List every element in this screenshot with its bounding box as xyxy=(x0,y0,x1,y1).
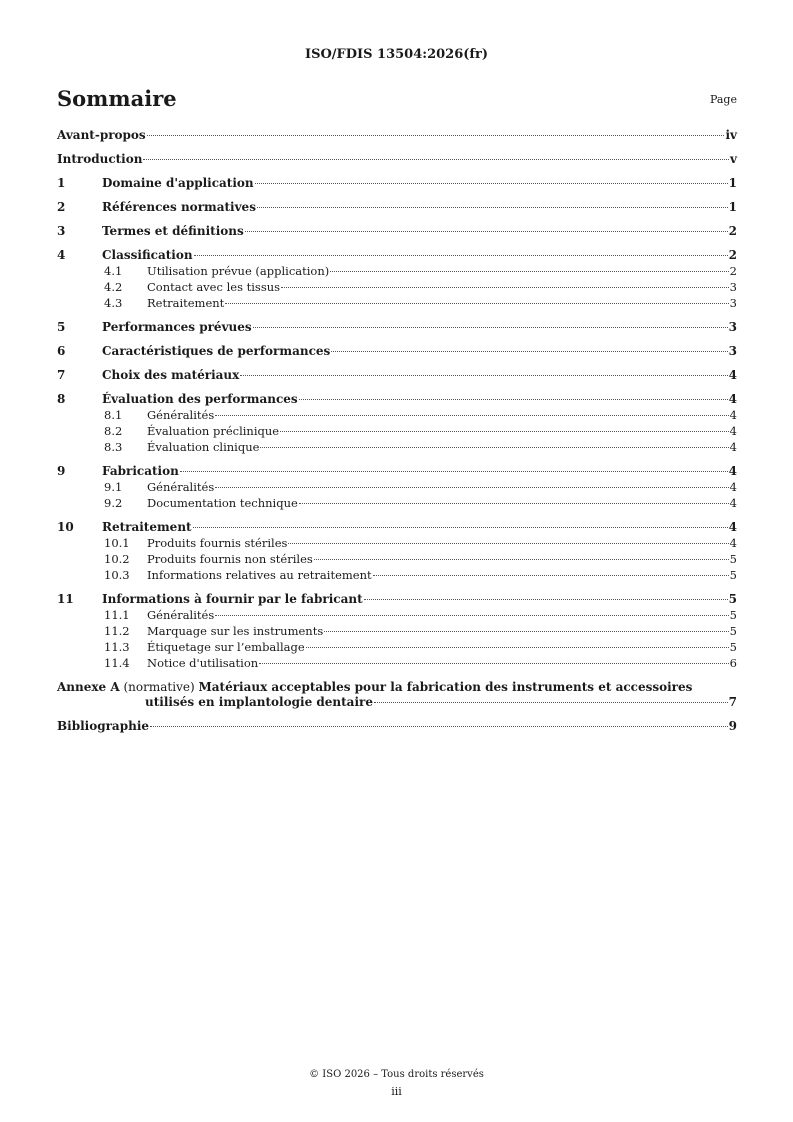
toc-subentry[interactable] xyxy=(57,480,737,494)
toc-entry[interactable] xyxy=(57,368,737,382)
toc-entry-text xyxy=(147,440,737,454)
toc-entry-text xyxy=(147,552,737,566)
dot-leader xyxy=(364,599,728,600)
page-title: Sommaire xyxy=(57,86,177,111)
toc-entry-number: 5 xyxy=(57,320,66,334)
toc-subentry[interactable] xyxy=(57,264,737,278)
dot-leader xyxy=(193,527,728,528)
toc-entry-text xyxy=(102,592,737,606)
dot-leader xyxy=(225,303,728,304)
dot-leader xyxy=(299,399,728,400)
toc-entry-number: 11.3 xyxy=(104,640,130,654)
toc-entry-page: 5 xyxy=(729,552,737,566)
toc-entry[interactable] xyxy=(57,320,737,334)
toc-entry-page: 5 xyxy=(728,592,737,606)
toc-entry-text xyxy=(147,640,737,654)
toc-entry-title: Contact avec les tissus xyxy=(147,280,281,294)
toc-subentry[interactable] xyxy=(57,496,737,510)
toc-entry-page: 1 xyxy=(728,200,737,214)
document-header: ISO/FDIS 13504:2026(fr) xyxy=(305,47,488,62)
toc-subentry[interactable] xyxy=(57,568,737,582)
toc-entry-text xyxy=(102,520,737,534)
toc-subentry[interactable] xyxy=(57,408,737,422)
toc-entry[interactable] xyxy=(57,392,737,406)
toc-entry-text xyxy=(102,344,737,358)
toc-entry-number: 3 xyxy=(57,224,66,238)
dot-leader xyxy=(288,543,728,544)
toc-entry-page: 5 xyxy=(729,640,737,654)
toc-entry[interactable] xyxy=(57,520,737,534)
toc-subentry[interactable] xyxy=(57,296,737,310)
toc-entry-text xyxy=(147,408,737,422)
toc-entry-number: 10.3 xyxy=(104,568,130,582)
toc-entry-page: 3 xyxy=(728,320,737,334)
toc-entry-number: 4 xyxy=(57,248,66,262)
dot-leader xyxy=(180,471,728,472)
toc-entry-text xyxy=(102,368,737,382)
toc-entry[interactable] xyxy=(57,248,737,262)
toc-entry-title: Étiquetage sur l’emballage xyxy=(147,640,305,654)
dot-leader xyxy=(143,159,729,160)
annex-entry-text xyxy=(145,695,737,709)
toc-entry-text xyxy=(102,176,737,190)
toc-entry-title: Choix des matériaux xyxy=(102,368,240,382)
toc-entry-page: 2 xyxy=(729,264,737,278)
dot-leader xyxy=(259,663,729,664)
toc-entry-number: 10 xyxy=(57,520,74,534)
dot-leader xyxy=(314,559,729,560)
dot-leader xyxy=(245,231,728,232)
toc-entry-title: Marquage sur les instruments xyxy=(147,624,324,638)
toc-entry-title: Notice d'utilisation xyxy=(147,656,259,670)
annex-label: Annexe A xyxy=(57,680,120,694)
toc-entry-text xyxy=(102,320,737,334)
toc-subentry[interactable] xyxy=(57,656,737,670)
toc-entry-text xyxy=(147,608,737,622)
toc-entry[interactable] xyxy=(57,592,737,606)
toc-entry-page: 3 xyxy=(729,296,737,310)
dot-leader xyxy=(257,207,728,208)
toc-entry[interactable] xyxy=(57,224,737,238)
toc-entry-number: 9.2 xyxy=(104,496,123,510)
toc-entry-page: 4 xyxy=(729,536,737,550)
toc-entry-title: Informations à fournir par le fabricant xyxy=(102,592,363,606)
toc-entry-text xyxy=(147,536,737,550)
toc-entry-number: 8 xyxy=(57,392,66,406)
footer-page-number: iii xyxy=(391,1085,402,1098)
annex-entry-line1[interactable] xyxy=(57,680,737,694)
title-row xyxy=(57,86,737,112)
toc-entry-title: Produits fournis non stériles xyxy=(147,552,313,566)
toc-entry-number: 9 xyxy=(57,464,66,478)
dot-leader xyxy=(150,726,728,727)
toc-entry-page: 4 xyxy=(728,392,737,406)
toc-entry-title: Documentation technique xyxy=(147,496,298,510)
toc-entry-page: 5 xyxy=(729,624,737,638)
toc-entry-number: 10.1 xyxy=(104,536,130,550)
toc-entry-title: Fabrication xyxy=(102,464,179,478)
toc-entry-title: Références normatives xyxy=(102,200,256,214)
dot-leader xyxy=(215,615,728,616)
toc-entry-title: Retraitement xyxy=(147,296,225,310)
toc-entry-title: Caractéristiques de performances xyxy=(102,344,331,358)
toc-entry-number: 2 xyxy=(57,200,66,214)
toc-subentry[interactable] xyxy=(57,608,737,622)
dot-leader xyxy=(331,351,727,352)
toc-entry-page: 4 xyxy=(728,368,737,382)
toc-entry-text xyxy=(147,480,737,494)
annex-page: 7 xyxy=(728,695,737,709)
toc-entry-page: 1 xyxy=(728,176,737,190)
toc-entry[interactable] xyxy=(57,176,737,190)
toc-entry-number: 11.2 xyxy=(104,624,130,638)
toc-subentry[interactable] xyxy=(57,440,737,454)
dot-leader xyxy=(330,271,728,272)
dot-leader xyxy=(374,702,728,703)
toc-entry-text xyxy=(102,200,737,214)
toc-subentry[interactable] xyxy=(57,424,737,438)
dot-leader xyxy=(194,255,728,256)
bibliography-entry[interactable] xyxy=(57,719,737,733)
toc-entry-number: 11.1 xyxy=(104,608,130,622)
dot-leader xyxy=(147,135,725,136)
toc-entry-title: Classification xyxy=(102,248,193,262)
toc-entry-page: 4 xyxy=(729,408,737,422)
dot-leader xyxy=(280,431,729,432)
dot-leader xyxy=(260,447,728,448)
toc-entry-number: 9.1 xyxy=(104,480,123,494)
toc-entry-page: 2 xyxy=(728,224,737,238)
footer-copyright: © ISO 2026 – Tous droits réservés xyxy=(309,1069,484,1080)
toc-entry-page: 6 xyxy=(729,656,737,670)
dot-leader xyxy=(255,183,728,184)
toc-entry-title: Termes et définitions xyxy=(102,224,244,238)
toc-entry-text xyxy=(57,152,737,166)
toc-entry[interactable] xyxy=(57,152,737,166)
toc-entry-title: Généralités xyxy=(147,408,215,422)
toc-subentry[interactable] xyxy=(57,552,737,566)
toc-entry-title: Évaluation préclinique xyxy=(147,424,280,438)
toc-entry-page: 4 xyxy=(729,424,737,438)
annex-title-line1: Matériaux acceptables pour la fabrication des instruments et accessoires xyxy=(198,680,693,694)
toc-entry-text xyxy=(147,264,737,278)
toc-entry-page: v xyxy=(730,152,737,166)
toc-entry-title: Informations relatives au retraitement xyxy=(147,568,372,582)
toc-entry-title: Évaluation des performances xyxy=(102,392,298,406)
toc-entry-number: 4.1 xyxy=(104,264,123,278)
toc-entry-text xyxy=(147,496,737,510)
toc-subentry[interactable] xyxy=(57,624,737,638)
toc-subentry[interactable] xyxy=(57,536,737,550)
toc-entry-page: 3 xyxy=(728,344,737,358)
toc-entry-number: 11.4 xyxy=(104,656,130,670)
toc-entry-title: Évaluation clinique xyxy=(147,440,260,454)
dot-leader xyxy=(215,487,728,488)
toc-entry-page: 5 xyxy=(729,608,737,622)
toc-entry-page: 4 xyxy=(729,496,737,510)
toc-entry-page: 4 xyxy=(729,480,737,494)
toc-entry-page: 4 xyxy=(729,440,737,454)
toc-entry-title: Avant-propos xyxy=(57,128,146,142)
toc-entry-number: 1 xyxy=(57,176,66,190)
bibliography-entry-text xyxy=(57,719,737,733)
toc-entry[interactable] xyxy=(57,344,737,358)
annex-title-line2: utilisés en implantologie dentaire xyxy=(145,695,373,709)
page-column-label: Page xyxy=(709,93,737,106)
dot-leader xyxy=(281,287,729,288)
dot-leader xyxy=(253,327,728,328)
toc-entry-text xyxy=(102,464,737,478)
toc-entry-text xyxy=(102,224,737,238)
dot-leader xyxy=(324,631,728,632)
toc-entry-page: iv xyxy=(725,128,737,142)
toc-entry-text xyxy=(147,296,737,310)
dot-leader xyxy=(215,415,728,416)
toc-entry-number: 7 xyxy=(57,368,66,382)
toc-entry-number: 8.1 xyxy=(104,408,123,422)
toc-entry-title: Performances prévues xyxy=(102,320,252,334)
toc-entry-text xyxy=(102,392,737,406)
toc-entry-text xyxy=(147,624,737,638)
dot-leader xyxy=(299,503,729,504)
bibliography-title: Bibliographie xyxy=(57,719,150,733)
toc-entry-title: Généralités xyxy=(147,608,215,622)
toc-entry-text xyxy=(147,424,737,438)
toc-entry-number: 6 xyxy=(57,344,66,358)
toc-entry-title: Utilisation prévue (application) xyxy=(147,264,330,278)
toc-entry-page: 2 xyxy=(728,248,737,262)
annex-type: (normative) xyxy=(123,680,195,694)
toc-entry-title: Introduction xyxy=(57,152,143,166)
toc-subentry[interactable] xyxy=(57,640,737,654)
toc-entry-text xyxy=(147,568,737,582)
dot-leader xyxy=(306,647,729,648)
toc-entry-text xyxy=(57,128,737,142)
toc-entry-page: 4 xyxy=(728,520,737,534)
toc-entry-page: 4 xyxy=(728,464,737,478)
toc-entry[interactable] xyxy=(57,200,737,214)
toc-entry-number: 4.2 xyxy=(104,280,123,294)
toc-entry-title: Généralités xyxy=(147,480,215,494)
bibliography-page: 9 xyxy=(728,719,737,733)
toc-entry[interactable] xyxy=(57,464,737,478)
toc-subentry[interactable] xyxy=(57,280,737,294)
toc-entry[interactable] xyxy=(57,128,737,142)
toc-entry-text xyxy=(102,248,737,262)
toc-entry-page: 3 xyxy=(729,280,737,294)
toc-entry-number: 10.2 xyxy=(104,552,130,566)
toc-entry-title: Retraitement xyxy=(102,520,192,534)
toc-entry-title: Domaine d'application xyxy=(102,176,254,190)
toc-entry-title: Produits fournis stériles xyxy=(147,536,288,550)
toc-entry-text xyxy=(147,280,737,294)
toc-entry-number: 8.3 xyxy=(104,440,123,454)
toc-entry-page: 5 xyxy=(729,568,737,582)
toc-entry-text xyxy=(147,656,737,670)
toc-entry-number: 4.3 xyxy=(104,296,123,310)
dot-leader xyxy=(240,375,727,376)
annex-entry-line2[interactable] xyxy=(57,695,737,709)
toc-entry-number: 8.2 xyxy=(104,424,123,438)
dot-leader xyxy=(373,575,729,576)
toc-entry-number: 11 xyxy=(57,592,74,606)
